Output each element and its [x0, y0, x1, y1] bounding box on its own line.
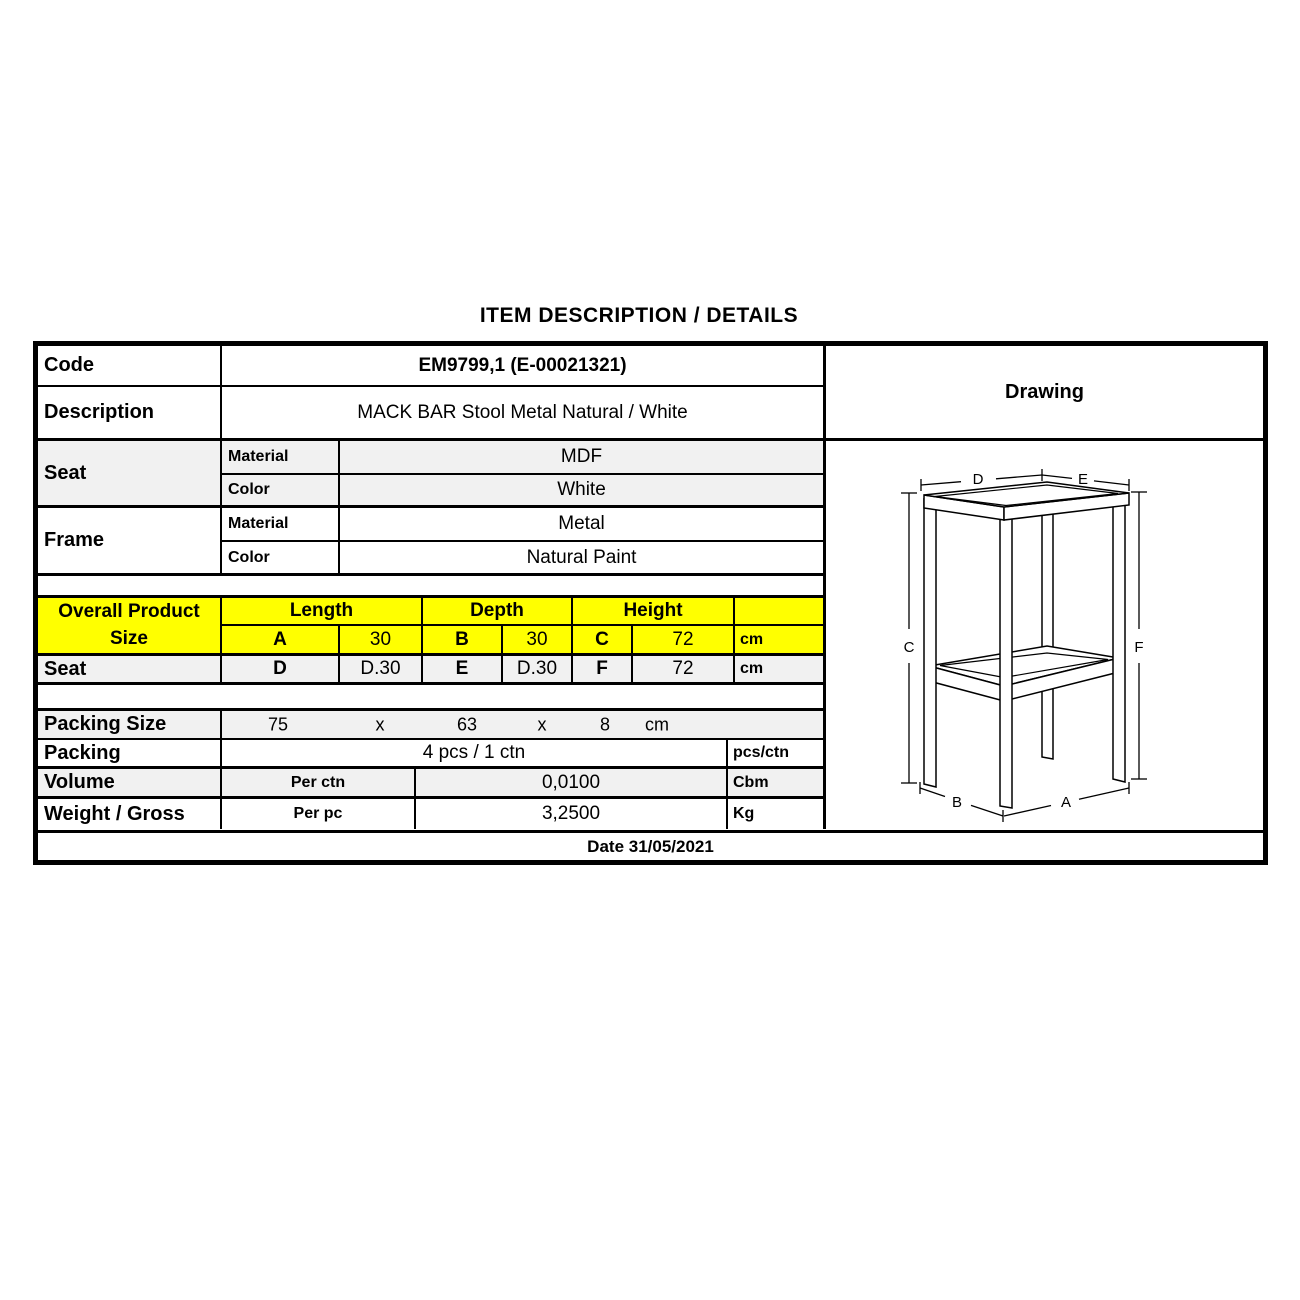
weight-label: Weight / Gross	[38, 799, 222, 829]
packing-unit: pcs/ctn	[733, 744, 790, 761]
packing-size-width: 63	[456, 714, 478, 734]
weight-basis: Per pc	[222, 799, 416, 829]
seat-size-row	[38, 656, 823, 685]
dim-label-b: B	[951, 794, 963, 811]
stool-left-leg	[924, 499, 936, 787]
volume-label: Volume	[38, 769, 222, 796]
packing-row	[38, 740, 823, 769]
seat-depth-key: E	[423, 656, 503, 682]
stool-right-leg	[1113, 497, 1125, 782]
seat-length-value: D.30	[340, 656, 423, 682]
group-depth: Depth	[423, 598, 573, 624]
group-unit-spacer	[735, 598, 823, 624]
spec-table	[33, 341, 1268, 865]
packing-size-label: Packing Size	[38, 711, 222, 738]
seat-depth-value: D.30	[503, 656, 573, 682]
overall-size-label: Overall Product Size	[38, 598, 222, 653]
stool-front-leg	[1000, 511, 1012, 808]
dim-label-c: C	[903, 639, 915, 656]
frame-color-value: Natural Paint	[526, 546, 637, 568]
frame-material-label: Material	[222, 508, 340, 540]
code-label: Code	[38, 346, 222, 385]
dim-label-a: A	[1060, 794, 1072, 811]
group-height: Height	[573, 598, 735, 624]
code-value: EM9799,1 (E-00021321)	[418, 354, 627, 376]
volume-unit: Cbm	[728, 769, 823, 796]
packing-value: 4 pcs / 1 ctn	[222, 740, 728, 766]
weight-value: 3,2500	[416, 799, 728, 829]
volume-basis: Per ctn	[222, 769, 416, 796]
description-label: Description	[38, 387, 222, 438]
frame-group-label: Frame	[38, 508, 222, 573]
frame-material-value: Metal	[558, 513, 605, 534]
seat-group-label: Seat	[38, 441, 222, 505]
seat-section	[38, 441, 823, 508]
details-table	[38, 346, 823, 829]
dim-label-d: D	[972, 471, 984, 488]
overall-size-block	[38, 598, 823, 656]
seat-color-value: White	[340, 475, 823, 505]
seat-height-value: 72	[633, 656, 735, 682]
frame-section	[38, 508, 823, 576]
overall-height-value: 72	[633, 626, 735, 653]
stool-drawing	[826, 441, 1263, 823]
overall-depth-value: 30	[503, 626, 573, 653]
overall-unit: cm	[735, 626, 823, 653]
packing-size-unit: cm	[645, 714, 669, 734]
spacer-row	[38, 576, 823, 598]
packing-size-length: 75	[267, 714, 289, 734]
seat-height-key: F	[573, 656, 633, 682]
overall-height-key: C	[573, 626, 633, 653]
seat-size-label: Seat	[38, 656, 222, 682]
drawing-title: Drawing	[826, 346, 1263, 441]
seat-material-label: Material	[222, 441, 340, 473]
date-value: Date 31/05/2021	[587, 836, 714, 856]
packing-label: Packing	[38, 740, 222, 766]
packing-size-sep: x	[537, 714, 547, 734]
seat-size-unit: cm	[735, 656, 823, 682]
drawing-panel	[823, 346, 1263, 829]
seat-material-value: MDF	[340, 441, 823, 473]
seat-color-label: Color	[222, 475, 340, 505]
overall-length-key: A	[222, 626, 340, 653]
dim-label-f: F	[1134, 639, 1144, 656]
packing-size-row	[38, 711, 823, 740]
code-row	[38, 346, 823, 387]
frame-color-label: Color	[222, 542, 340, 573]
spacer-row	[38, 685, 823, 711]
weight-row	[38, 799, 823, 829]
volume-row	[38, 769, 823, 799]
overall-depth-key: B	[423, 626, 503, 653]
date-row	[38, 830, 1263, 860]
weight-unit: Kg	[733, 805, 755, 822]
description-value: MACK BAR Stool Metal Natural / White	[357, 401, 688, 423]
seat-length-key: D	[222, 656, 340, 682]
description-row	[38, 387, 823, 441]
overall-length-value: 30	[340, 626, 423, 653]
dim-label-e: E	[1077, 471, 1089, 488]
volume-value: 0,0100	[416, 769, 728, 796]
packing-size-values	[222, 711, 823, 738]
group-length: Length	[222, 598, 423, 624]
stool-back-leg	[1042, 489, 1053, 759]
page-title: ITEM DESCRIPTION / DETAILS	[479, 304, 799, 327]
packing-size-sep: x	[375, 714, 385, 734]
packing-size-height: 8	[599, 714, 611, 734]
